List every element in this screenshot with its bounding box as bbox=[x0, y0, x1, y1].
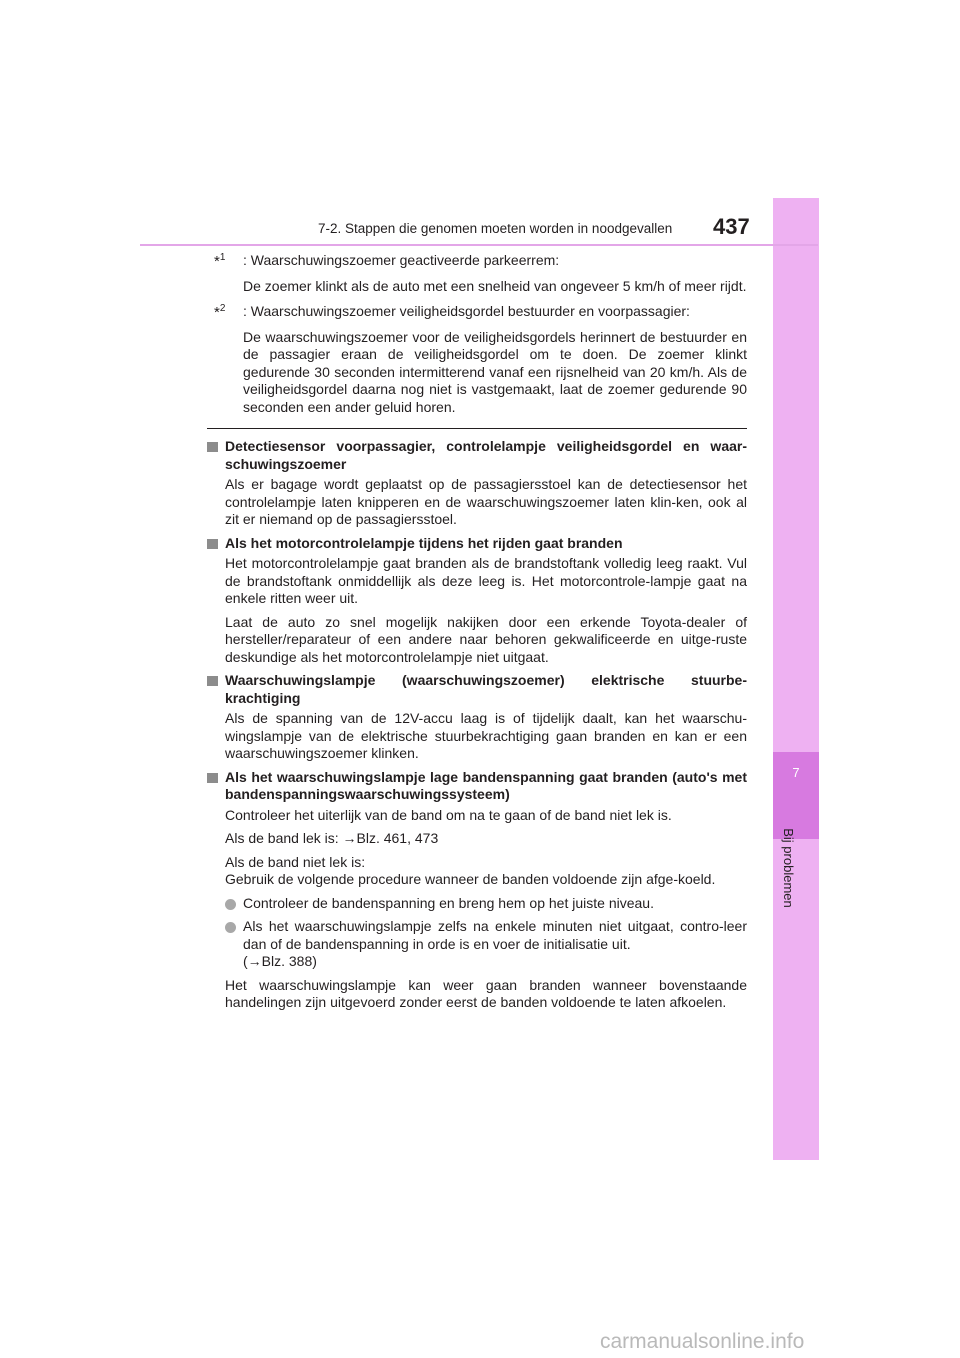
footnote-marker: *$^1$ bbox=[214, 252, 226, 270]
page-content bbox=[207, 252, 747, 1018]
section-paragraph: Als er bagage wordt geplaatst op de passagiersstoel kan de detectiesensor het controlelampje laten knipperen en de waarschuwingszoemer laten klin-ken, ook al zit er niemand op de passagiersstoel. bbox=[225, 476, 747, 527]
section-header-title: 7-2. Stappen die genomen moeten worden in noodgevallen bbox=[318, 221, 673, 236]
section bbox=[207, 672, 747, 763]
tire-closing-paragraph: Het waarschuwingslampje kan weer gaan branden wanneer bovenstaande handelingen zijn uitgevoerd zonder eerst de banden voldoende te laten afkoelen. bbox=[225, 976, 747, 1010]
footnote-body: De waarschuwingszoemer voor de veiligheidsgordels herinnert de bestuurder en de passagier eraan de veiligheidsgordel om te doen. De zoemer klinkt gedurende 30 seconden intermitterend vanaf een rijsnelheid van 20 km/h. Als de veiligheidsgordel daarna nog niet is vastgemaakt, laat de zoemer gedurende 90 seconden een ander geluid horen. bbox=[243, 328, 747, 415]
footnote bbox=[207, 252, 747, 295]
footnote-title: *$^2$ : Waarschuwingszoemer veiligheidsgordel bestuurder en voorpassagier: bbox=[207, 303, 747, 321]
chapter-title: Bij problemen bbox=[781, 828, 796, 908]
header-rule bbox=[140, 244, 818, 246]
square-bullet-icon bbox=[207, 442, 218, 452]
section-heading: Detectiesensor voorpassagier, controlelampje veiligheidsgordel en waar-schuwingszoemer bbox=[207, 438, 747, 473]
chapter-side-tab bbox=[773, 198, 819, 1160]
square-bullet-icon bbox=[207, 539, 218, 549]
section bbox=[207, 535, 747, 667]
tire-no-leak-paragraph: Als de band niet lek is: Gebruik de volgende procedure wanneer de banden voldoende zijn afge-koeld. bbox=[225, 853, 716, 887]
section-paragraph: Als de spanning van de 12V-accu laag is of tijdelijk daalt, kan het waarschu-wingslampje van de elektrische stuurbekrachtiging gaan branden en kan er een waarschuwingszoemer klinken. bbox=[225, 710, 747, 761]
bullet-item: Controleer de bandenspanning en breng hem op het juiste niveau. bbox=[207, 895, 747, 913]
section bbox=[207, 769, 747, 1012]
footnote-body: De zoemer klinkt als de auto met een snelheid van ongeveer 5 km/h of meer rijdt. bbox=[243, 277, 747, 294]
footnote bbox=[207, 303, 747, 416]
bullet-item: Als het waarschuwingslampje zelfs na enkele minuten niet uitgaat, contro-leer dan of de bandenspanning in orde is en voer de initialisatie uit. (→Blz. 388) bbox=[207, 918, 747, 971]
round-bullet-icon bbox=[225, 899, 236, 910]
tire-leak-reference: Als de band lek is: →Blz. 461, 473 bbox=[225, 830, 439, 846]
footnote-marker: *$^2$ bbox=[214, 303, 226, 321]
section-heading: Waarschuwingslampje (waarschuwingszoemer) elektrische stuurbe-krachtiging bbox=[207, 672, 747, 707]
section-paragraph: Laat de auto zo snel mogelijk nakijken door een erkende Toyota-dealer of hersteller/reparateur of een andere naar behoren gekwalificeerde en uitge-ruste deskundige als het motorcontrolelampje niet uitgaat. bbox=[225, 613, 747, 665]
section-heading: Als het motorcontrolelampje tijdens het rijden gaat branden bbox=[207, 535, 747, 553]
section-paragraph: Het motorcontrolelampje gaat branden als de brandstoftank volledig leeg raakt. Vul de brandstoftank onmiddellijk als deze leeg is. Het motorcontrole-lampje gaat na enkele ritten weer uit. bbox=[225, 555, 747, 606]
page-reference: (→Blz. 388) bbox=[243, 953, 317, 969]
section bbox=[207, 438, 747, 529]
site-watermark: carmanualsonline.info bbox=[600, 1330, 805, 1353]
chapter-number: 7 bbox=[792, 765, 800, 780]
square-bullet-icon bbox=[207, 676, 218, 686]
section-divider bbox=[207, 428, 747, 429]
tire-check-paragraph: Controleer het uiterlijk van de band om na te gaan of de band niet lek is. bbox=[225, 806, 672, 823]
round-bullet-icon bbox=[225, 922, 236, 933]
footnote-title: *$^1$ : Waarschuwingszoemer geactiveerde parkeerrem: bbox=[207, 252, 747, 270]
section-heading: Als het waarschuwingslampje lage bandenspanning gaat branden (auto's met bandenspanningswaarschuwingssysteem) bbox=[207, 769, 747, 804]
square-bullet-icon bbox=[207, 773, 218, 783]
page-number: 437 bbox=[713, 214, 750, 239]
